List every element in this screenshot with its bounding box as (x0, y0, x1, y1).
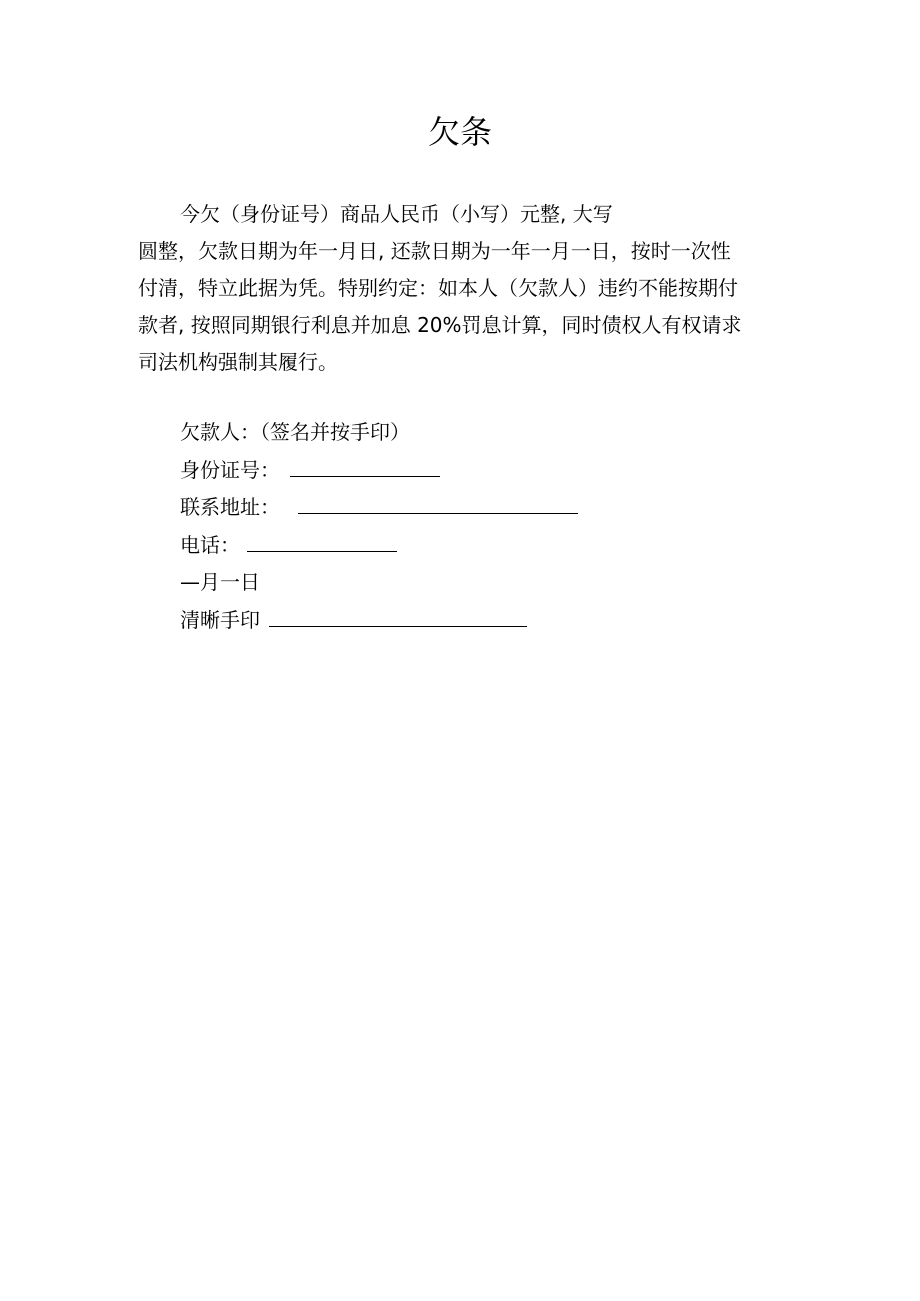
body-line-1: 今欠（身份证号）商品人民币（小写）元整, 大写 (180, 202, 613, 226)
fingerprint-label: 清晰手印 (180, 607, 260, 632)
phone-blank-line[interactable] (247, 531, 397, 552)
phone-label: 电话： (180, 532, 240, 557)
address-row (180, 489, 578, 527)
id-number-label: 身份证号： (180, 457, 280, 482)
fingerprint-blank-line[interactable] (269, 606, 527, 627)
body-line-4: 款者, 按照同期银行利息并加息 20%罚息计算，同时债权人有权请求 (138, 313, 742, 337)
signature-block (180, 414, 578, 639)
body-line-2: 圆整，欠款日期为年一月日, 还款日期为一年一月一日，按时一次性 (138, 239, 731, 263)
body-line-5: 司法机构强制其履行。 (138, 350, 338, 374)
address-blank-line[interactable] (298, 493, 578, 514)
fingerprint-row (180, 602, 578, 640)
debtor-label: 欠款人：（签名并按手印） (180, 420, 410, 444)
body-line-3: 付清，特立此据为凭。特别约定：如本人（欠款人）违约不能按期付 (138, 276, 738, 300)
id-number-blank-line[interactable] (290, 456, 440, 477)
address-label: 联系地址： (180, 495, 280, 519)
id-number-row (180, 452, 578, 490)
date-text: —月一日 (180, 570, 260, 594)
document-body (138, 196, 788, 381)
document-title: 欠条 (427, 113, 492, 151)
date-row (180, 564, 578, 602)
debtor-signature-row (180, 414, 578, 452)
phone-row (180, 527, 578, 565)
